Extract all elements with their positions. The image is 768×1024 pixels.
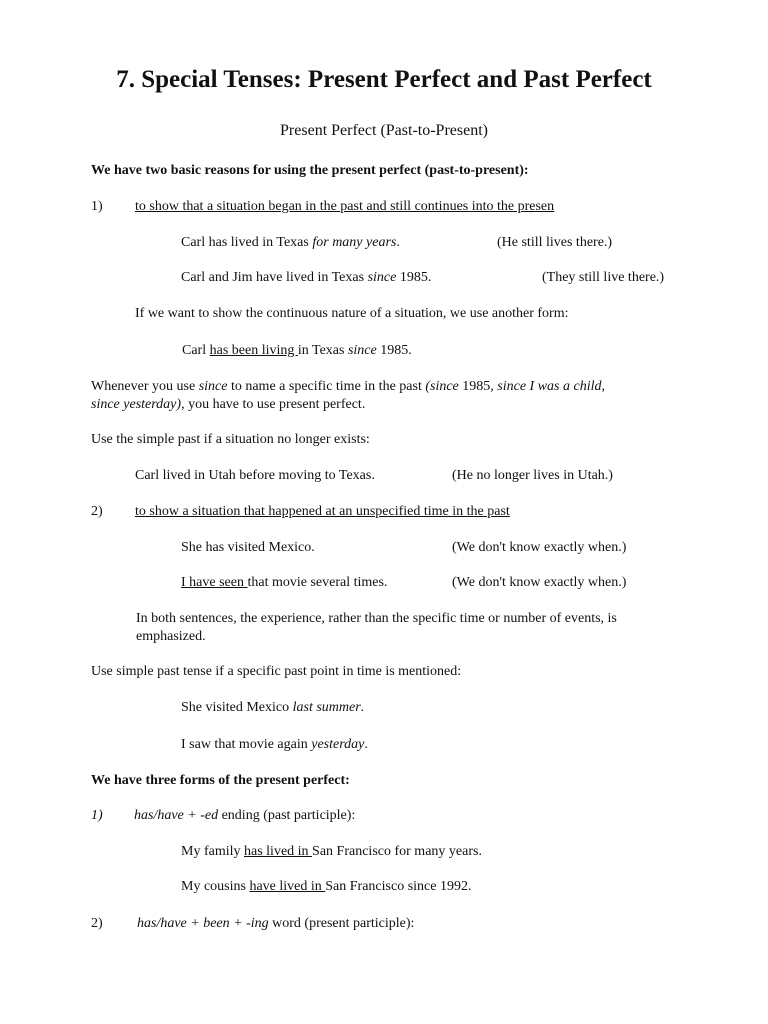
since-note-line1: Whenever you use since to name a specific time in the past (since 1985, since I was a child, xyxy=(91,379,605,394)
emphasis-note-line1: In both sentences, the experience, rather than the specific time or number of events, is xyxy=(136,611,617,626)
section-subtitle: Present Perfect (Past-to-Present) xyxy=(280,122,488,139)
specific-example2: I saw that movie again yesterday. xyxy=(181,737,368,752)
form1-example2: My cousins have lived in San Francisco since 1992. xyxy=(181,879,472,894)
form1-number: 1) xyxy=(91,808,103,823)
form1-example1: My family has lived in San Francisco for many years. xyxy=(181,844,482,859)
reason1-number: 1) xyxy=(91,199,103,214)
reason2-example1: She has visited Mexico. xyxy=(181,540,315,555)
utah-example-note: (He no longer lives in Utah.) xyxy=(452,468,613,483)
reason2-example2: I have seen that movie several times. xyxy=(181,575,388,590)
form1-text: has/have + -ed ending (past participle): xyxy=(134,808,356,823)
specific-example1: She visited Mexico last summer. xyxy=(181,700,365,715)
form2-number: 2) xyxy=(91,916,103,931)
reason2-number: 2) xyxy=(91,504,103,519)
intro-text: We have two basic reasons for using the present perfect (past-to-present): xyxy=(91,163,529,178)
specific-time-note: Use simple past tense if a specific past point in time is mentioned: xyxy=(91,664,462,679)
reason1-example2: Carl and Jim have lived in Texas since 1985. xyxy=(181,270,432,285)
forms-heading: We have three forms of the present perfect: xyxy=(91,773,350,788)
continuous-example: Carl has been living in Texas since 1985. xyxy=(182,343,412,358)
reason2-example2-note: (We don't know exactly when.) xyxy=(452,575,627,590)
emphasis-note-line2: emphasized. xyxy=(136,629,206,644)
reason1-example2-note: (They still live there.) xyxy=(542,270,665,285)
utah-example: Carl lived in Utah before moving to Texas. xyxy=(135,468,375,483)
form2-text: has/have + been + -ing word (present participle): xyxy=(137,916,415,931)
continuous-note: If we want to show the continuous nature of a situation, we use another form: xyxy=(135,306,569,321)
reason1-example1: Carl has lived in Texas for many years. xyxy=(181,235,400,250)
reason2-example1-note: (We don't know exactly when.) xyxy=(452,540,627,555)
simple-past-note: Use the simple past if a situation no longer exists: xyxy=(91,432,370,447)
reason1-example1-note: (He still lives there.) xyxy=(497,235,613,250)
reason1-text: to show that a situation began in the past and still continues into the presen xyxy=(135,199,555,214)
since-note-line2: since yesterday), you have to use present perfect. xyxy=(91,397,366,412)
reason2-text: to show a situation that happened at an unspecified time in the past xyxy=(135,504,510,519)
page-title: 7. Special Tenses: Present Perfect and Past Perfect xyxy=(116,66,652,93)
